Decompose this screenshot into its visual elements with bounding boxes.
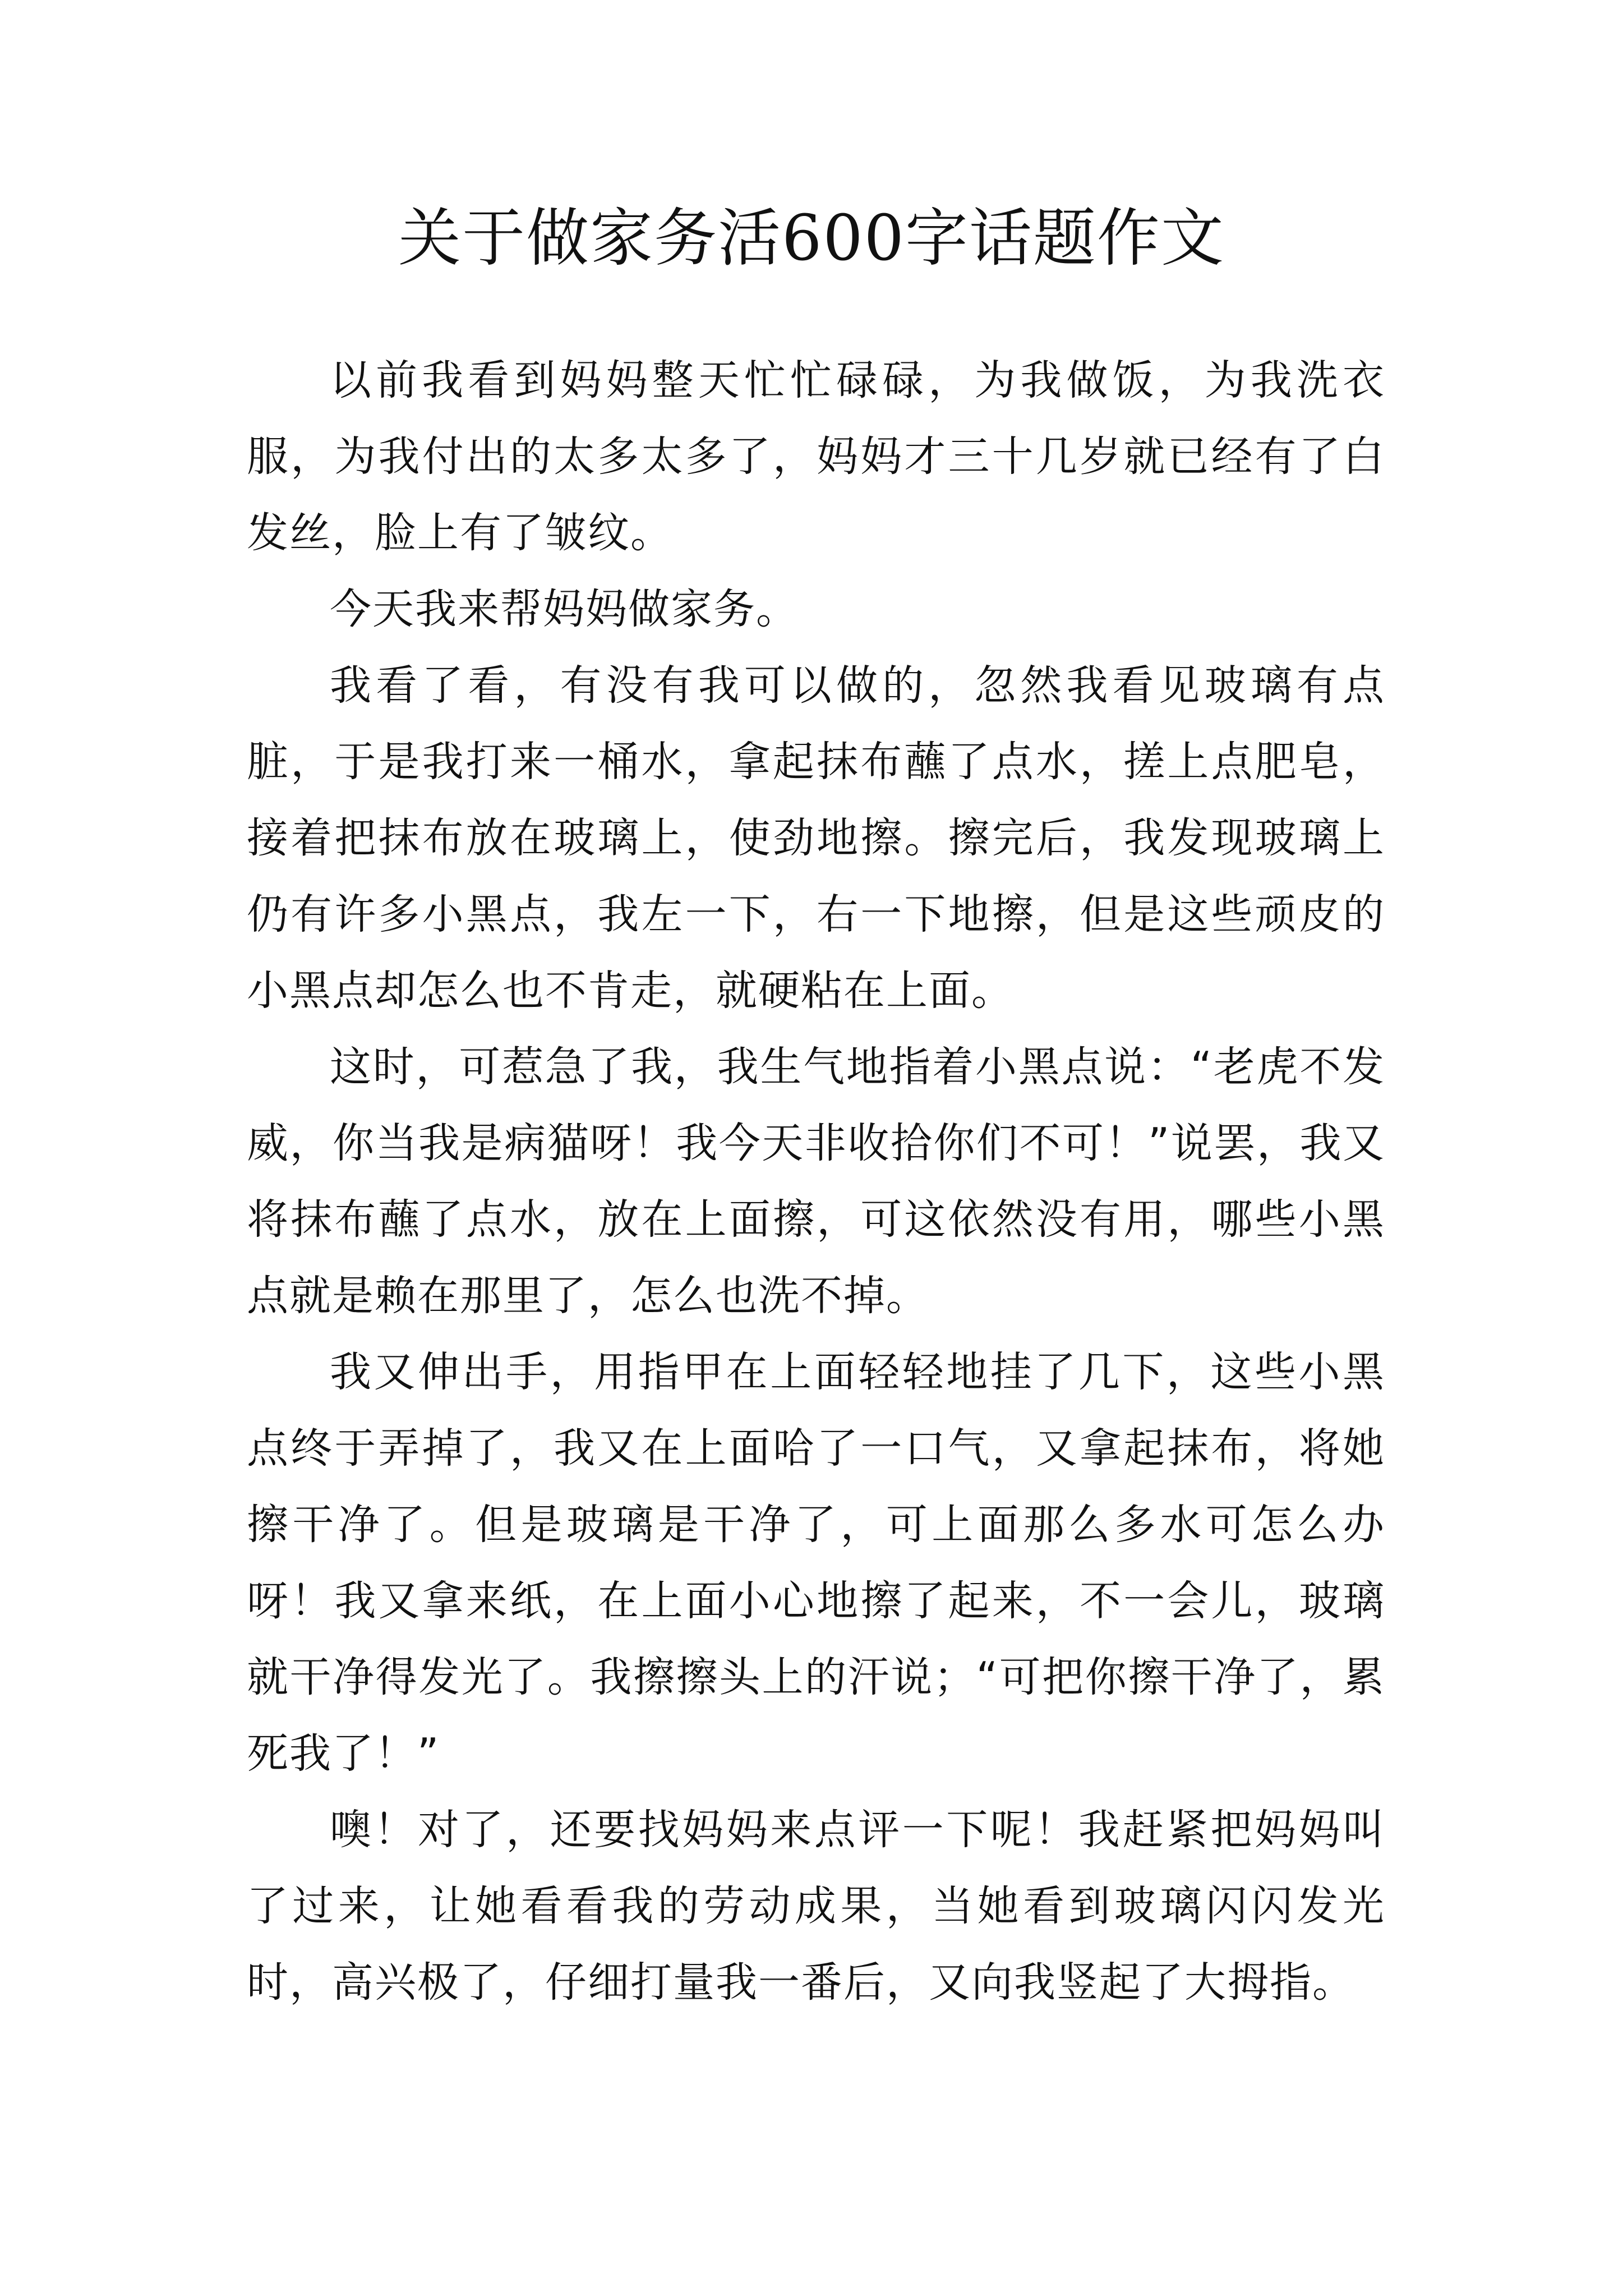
document-title: 关于做家务活600字话题作文 <box>398 202 1225 275</box>
paragraph: 我又伸出手，用指甲在上面轻轻地挂了几下，这些小黑点终于弄掉了，我又在上面哈了一口气，又拿起抹布，将她擦干净了。但是玻璃是干净了，可上面那么多水可怎么办呀！我又拿来纸，在上面小心地擦了起来，不一会儿，玻璃就干净得发光了。我擦擦头上的汗说；“可把你擦干净了，累死我了！” <box>247 1348 1385 1778</box>
paragraph: 我看了看，有没有我可以做的，忽然我看见玻璃有点脏，于是我打来一桶水，拿起抹布蘸了点水，搓上点肥皂，接着把抹布放在玻璃上，使劲地擦。擦完后，我发现玻璃上仍有许多小黑点，我左一下，右一下地擦，但是这些顽皮的小黑点却怎么也不肯走，就硬粘在上面。 <box>247 661 1385 1015</box>
paragraph: 今天我来帮妈妈做家务。 <box>330 585 799 633</box>
paragraph: 这时，可惹急了我，我生气地指着小黑点说：“老虎不发威，你当我是病猫呀！我今天非收拾你们不可！”说罢，我又将抹布蘸了点水，放在上面擦，可这依然没有用，哪些小黑点就是赖在那里了，怎么也洗不掉。 <box>247 1043 1385 1320</box>
document-body <box>247 342 1385 2021</box>
paragraph: 以前我看到妈妈整天忙忙碌碌，为我做饭，为我洗衣服，为我付出的太多太多了，妈妈才三十几岁就已经有了白发丝，脸上有了皱纹。 <box>247 356 1385 557</box>
paragraph: 噢！对了，还要找妈妈来点评一下呢！我赶紧把妈妈叫了过来，让她看看我的劳动成果，当她看到玻璃闪闪发光时，高兴极了，仔细打量我一番后，又向我竖起了大拇指。 <box>247 1806 1385 2007</box>
